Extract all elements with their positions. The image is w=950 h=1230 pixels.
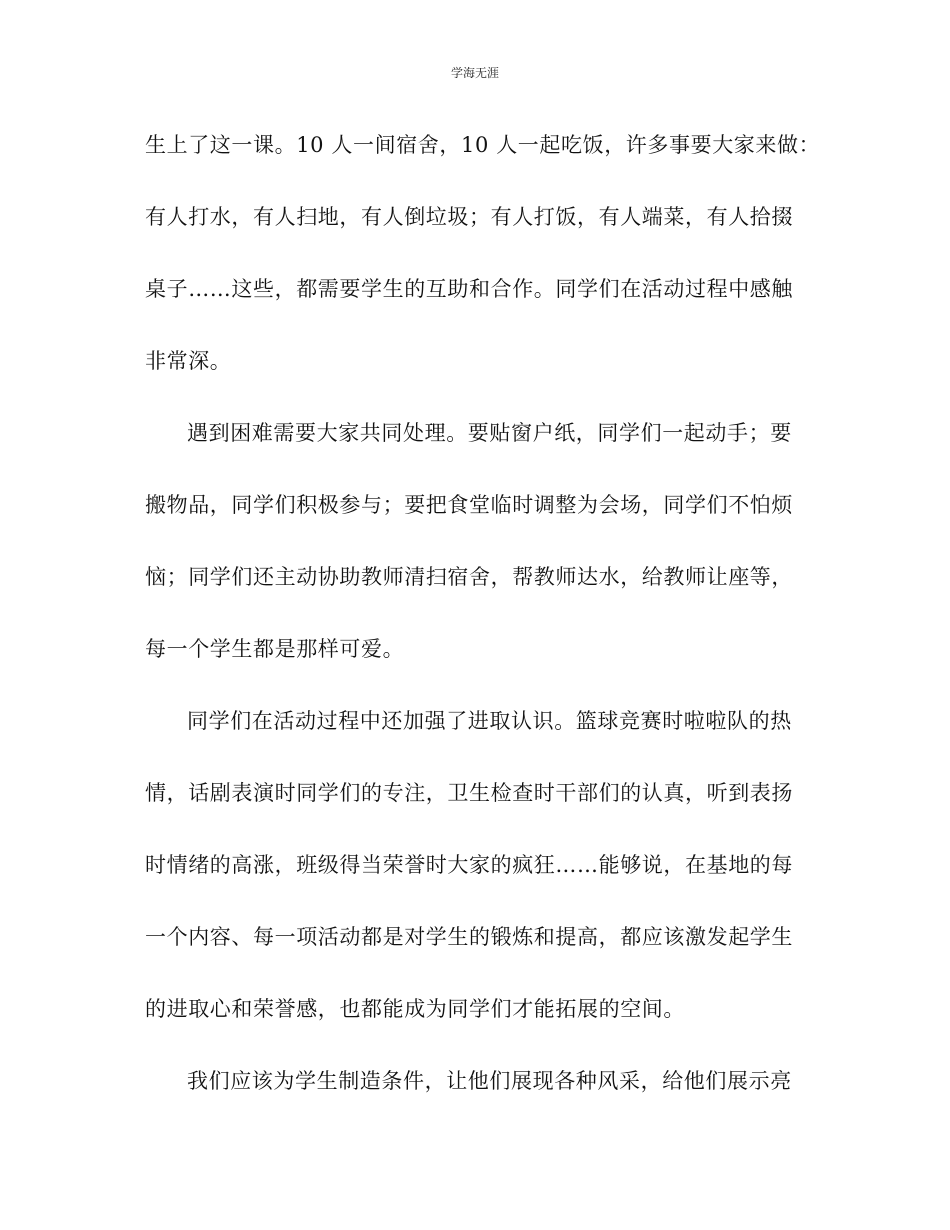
body-line: 桌子……这些，都需要学生的互助和合作。同学们在活动过程中感触 <box>145 277 793 301</box>
body-line: 一个内容、每一项活动都是对学生的锻炼和提高，都应该激发起学生 <box>145 925 793 949</box>
paragraph-first-line: 我们应该为学生制造条件，让他们展现各种风采，给他们展示亮 <box>187 1069 792 1093</box>
body-line: 情，话剧表演时同学们的专注，卫生检查时干部们的认真，听到表扬 <box>145 781 793 805</box>
body-line: 有人打水，有人扫地，有人倒垃圾；有人打饭，有人端菜，有人拾掇 <box>145 205 793 229</box>
page-header: 学海无涯 <box>450 66 499 80</box>
body-line: 恼；同学们还主动协助教师清扫宿舍，帮教师达水，给教师让座等， <box>145 565 793 589</box>
body-line: 生上了这一课。10 人一间宿舍，10 人一起吃饭，许多事要大家来做： <box>145 133 821 157</box>
body-line: 的进取心和荣誉感，也都能成为同学们才能拓展的空间。 <box>145 997 685 1021</box>
body-line: 搬物品，同学们积极参与；要把食堂临时调整为会场，同学们不怕烦 <box>145 493 793 517</box>
body-line: 时情绪的高涨，班级得当荣誉时大家的疯狂……能够说，在基地的每 <box>145 853 793 877</box>
body-line: 每一个学生都是那样可爱。 <box>145 637 405 661</box>
paragraph-first-line: 遇到困难需要大家共同处理。要贴窗户纸，同学们一起动手；要 <box>187 421 792 445</box>
body-line: 非常深。 <box>145 349 232 373</box>
paragraph-first-line: 同学们在活动过程中还加强了进取认识。篮球竞赛时啦啦队的热 <box>187 709 792 733</box>
